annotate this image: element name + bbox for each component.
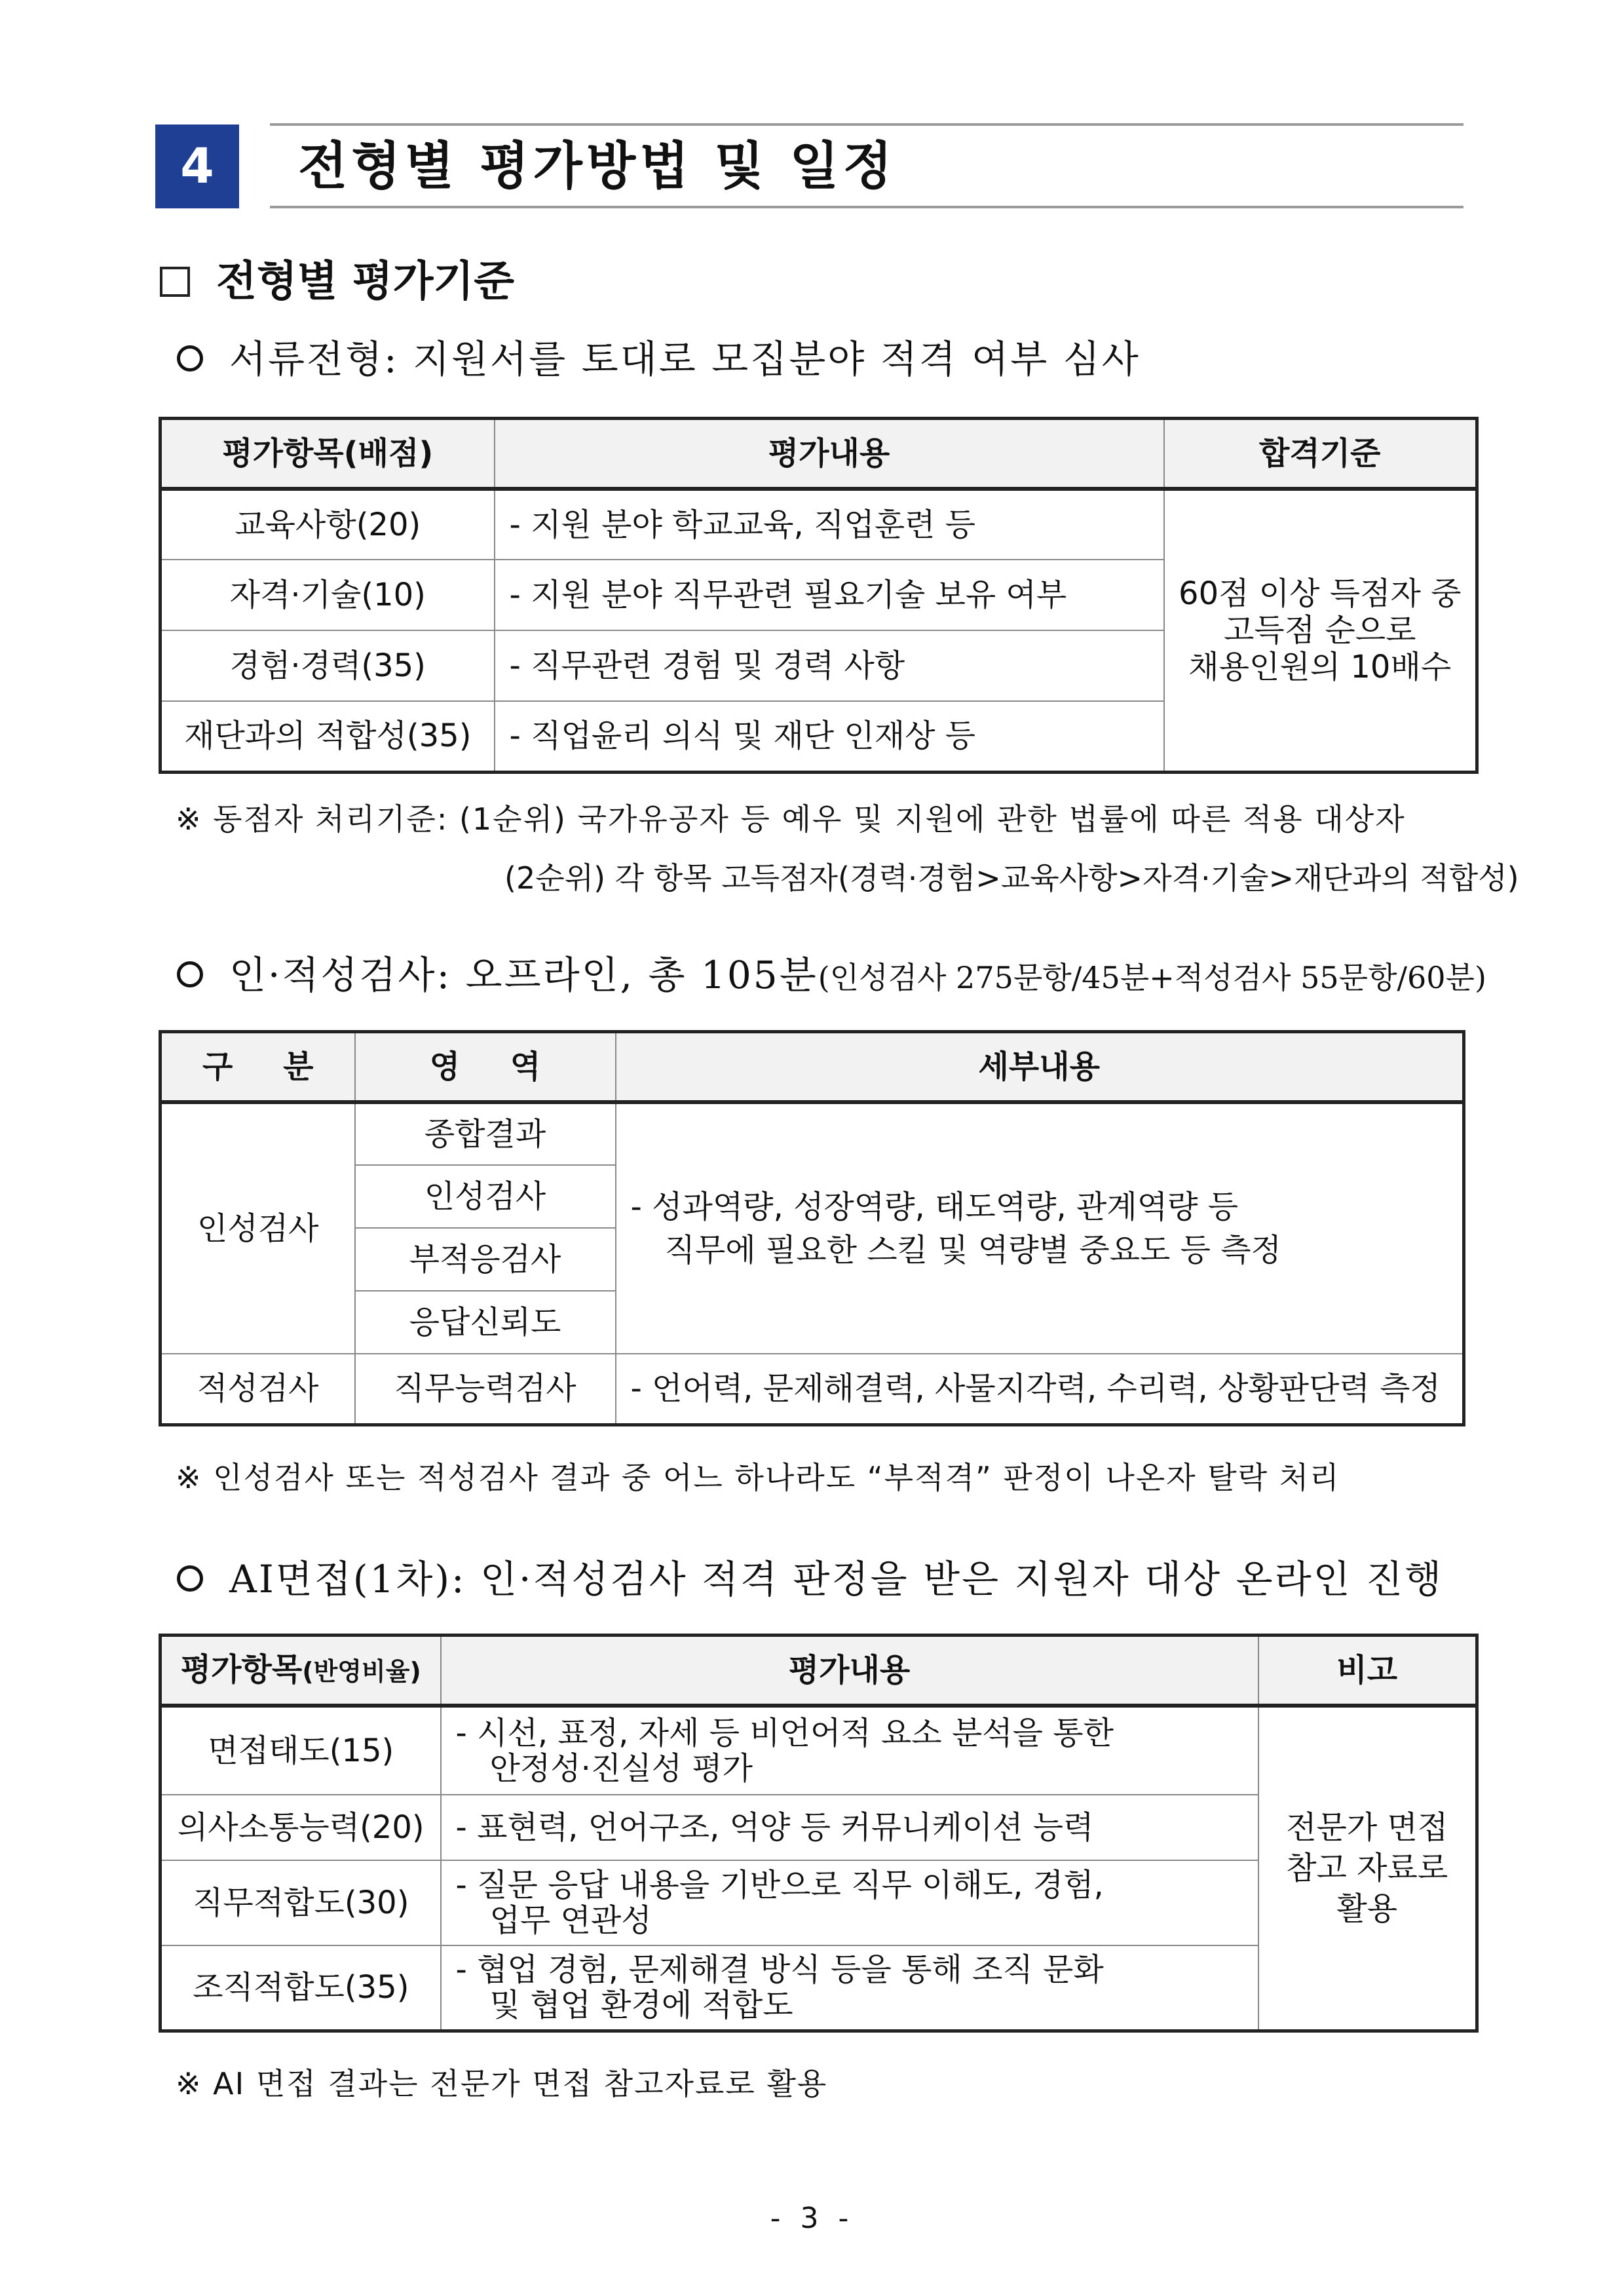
circle-bullet-icon — [177, 345, 203, 372]
area-cell: 응답신뢰도 — [355, 1291, 616, 1354]
table-header: 평가내용 — [495, 419, 1164, 489]
table-row — [161, 489, 1477, 560]
area-cell: 종합결과 — [355, 1102, 616, 1165]
table-header: 세부내용 — [616, 1032, 1464, 1103]
aptitude-test-table — [159, 1030, 1465, 1426]
document-screening-heading: 서류전형: 지원서를 토대로 모집분야 적격 여부 심사 — [177, 334, 1141, 384]
aptitude-fail-note: ※ 인성검사 또는 적성검사 결과 중 어느 하나라도 “부적격” 판정이 나온자 탈락 처리 — [176, 1460, 1340, 1495]
ai-interview-note: ※ AI 면접 결과는 전문가 면접 참고자료로 활용 — [176, 2066, 828, 2101]
item-cell: 의사소통능력(20) — [161, 1795, 441, 1860]
category-cell: 인성검사 — [161, 1102, 355, 1354]
subsection-title: 전형별 평가기준 — [216, 258, 515, 306]
circle-bullet-icon — [177, 1565, 203, 1592]
content-cell: - 지원 분야 학교교육, 직업훈련 등 — [495, 489, 1164, 560]
item-cell: 교육사항(20) — [161, 489, 495, 560]
content-cell: - 질문 응답 내용을 기반으로 직무 이해도, 경험, 업무 연관성 — [441, 1860, 1258, 1945]
section-top-rule — [270, 123, 1463, 126]
subsection-heading — [160, 256, 514, 308]
table-row — [161, 1706, 1477, 1795]
area-cell: 직무능력검사 — [355, 1354, 616, 1425]
table-header: 합격기준 — [1164, 419, 1477, 489]
section-number-badge: 4 — [155, 124, 239, 208]
content-cell: - 표현력, 언어구조, 억양 등 커뮤니케이션 능력 — [441, 1795, 1258, 1860]
checkbox-square-icon — [160, 267, 190, 297]
table-row — [161, 1354, 1464, 1425]
circle-bullet-icon — [177, 961, 203, 987]
table-header: 평가항목(반영비율) — [161, 1636, 441, 1706]
detail-cell: - 언어력, 문제해결력, 사물지각력, 수리력, 상황판단력 측정 — [616, 1354, 1464, 1425]
table-header: 평가항목(배점) — [161, 419, 495, 489]
section-bottom-rule — [270, 206, 1463, 208]
ai-interview-table — [159, 1634, 1479, 2033]
table-header: 평가내용 — [441, 1636, 1258, 1706]
aptitude-test-heading: 인·적성검사: 오프라인, 총 105분(인성검사 275문항/45분+적성검사 55문항/60분) — [177, 950, 1486, 1003]
item-cell: 재단과의 적합성(35) — [161, 701, 495, 772]
item-cell: 면접태도(15) — [161, 1706, 441, 1795]
content-cell: - 직업윤리 의식 및 재단 인재상 등 — [495, 701, 1164, 772]
tie-break-note-line1: ※ 동점자 처리기준: (1순위) 국가유공자 등 예우 및 지원에 관한 법률에 따른 적용 대상자 — [176, 801, 1406, 837]
item-cell: 직무적합도(30) — [161, 1860, 441, 1945]
category-cell: 적성검사 — [161, 1354, 355, 1425]
table-header: 구 분 — [161, 1032, 355, 1103]
detail-cell: - 성과역량, 성장역량, 태도역량, 관계역량 등 직무에 필요한 스킬 및 역량별 중요도 등 측정 — [616, 1102, 1464, 1354]
table-row — [161, 1102, 1464, 1165]
tie-break-note-line2: (2순위) 각 항목 고득점자(경력·경험>교육사항>자격·기술>재단과의 적합성) — [504, 860, 1519, 896]
table-header: 영 역 — [355, 1032, 616, 1103]
content-cell: - 시선, 표정, 자세 등 비언어적 요소 분석을 통한 안정성·진실성 평가 — [441, 1706, 1258, 1795]
document-screening-table — [159, 417, 1479, 774]
page-number: - 3 - — [770, 2202, 854, 2235]
area-cell: 부적응검사 — [355, 1228, 616, 1291]
content-cell: - 직무관련 경험 및 경력 사항 — [495, 630, 1164, 701]
item-cell: 자격·기술(10) — [161, 560, 495, 630]
table-header: 비고 — [1258, 1636, 1477, 1706]
remark-cell: 전문가 면접 참고 자료로 활용 — [1258, 1706, 1477, 2031]
item-cell: 경험·경력(35) — [161, 630, 495, 701]
pass-criteria-cell: 60점 이상 득점자 중 고득점 순으로 채용인원의 10배수 — [1164, 489, 1477, 772]
area-cell: 인성검사 — [355, 1165, 616, 1228]
content-cell: - 협업 경험, 문제해결 방식 등을 통해 조직 문화 및 협업 환경에 적합도 — [441, 1945, 1258, 2031]
ai-interview-heading: AI면접(1차): 인·적성검사 적격 판정을 받은 지원자 대상 온라인 진행 — [177, 1554, 1443, 1604]
content-cell: - 지원 분야 직무관련 필요기술 보유 여부 — [495, 560, 1164, 630]
item-cell: 조직적합도(35) — [161, 1945, 441, 2031]
section-title: 전형별 평가방법 및 일정 — [298, 137, 896, 196]
